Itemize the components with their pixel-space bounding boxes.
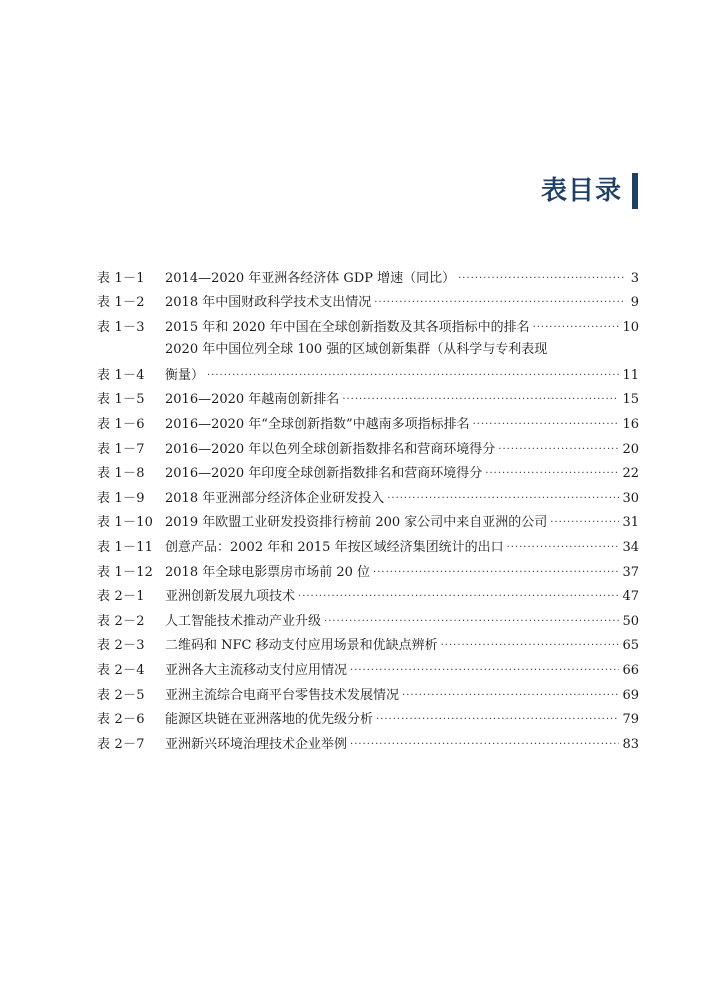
toc-entry-page: 22 [622, 466, 639, 482]
dot-leader [387, 491, 619, 507]
dot-leader [373, 565, 619, 581]
toc-entry-page: 50 [622, 613, 639, 629]
toc-entry-page: 65 [622, 638, 639, 654]
toc-entry-number: 表 1－9 [97, 490, 145, 506]
toc-entry-body [165, 515, 639, 531]
toc-entry-body [165, 614, 639, 630]
toc-entry-body [165, 491, 639, 507]
toc-entry-page: 9 [630, 295, 639, 311]
toc-entry-page: 66 [622, 662, 639, 678]
dot-leader [485, 466, 619, 482]
toc-entry-body [165, 565, 639, 581]
toc-entry[interactable] [97, 605, 639, 630]
toc-entry-number: 表 1－10 [97, 515, 154, 531]
toc-entry-title: 亚洲各大主流移动支付应用情况 [165, 662, 348, 678]
toc-entry-title: 2018 年中国财政科学技术支出情况 [165, 295, 372, 311]
toc-entry-title: 2018 年全球电影票房市场前 20 位 [165, 564, 371, 580]
toc-entry-number: 表 2－7 [97, 736, 145, 752]
dot-leader [550, 515, 619, 531]
dot-leader [350, 737, 619, 753]
toc-entry-body [165, 688, 639, 704]
dot-leader [324, 614, 619, 630]
toc-entry-number: 表 1－3 [97, 319, 145, 335]
toc-entry-title: 2020 年中国位列全球 100 强的区域创新集群（从科学与专利表现 [165, 341, 548, 357]
toc-entry-number: 表 2－2 [97, 613, 145, 629]
toc-entry-title: 衡量） [165, 367, 205, 383]
toc-entry-title: 创意产品：2002 年和 2015 年按区域经济集团统计的出口 [165, 539, 504, 555]
toc-entry[interactable] [97, 654, 639, 679]
toc-entry-number: 表 1－7 [97, 441, 145, 457]
title-accent-bar [632, 173, 638, 209]
dot-leader [207, 368, 619, 384]
page-title: 表目录 [540, 176, 622, 206]
dot-leader [498, 442, 619, 458]
toc-entry-number: 表 2－6 [97, 712, 145, 728]
table-of-tables [97, 262, 639, 753]
toc-entry-title: 亚洲创新发展九项技术 [165, 589, 296, 605]
toc-entry-page: 30 [622, 490, 639, 506]
toc-entry-body [165, 638, 639, 654]
dot-leader [533, 320, 620, 336]
toc-entry[interactable] [97, 433, 639, 458]
toc-entry[interactable] [97, 556, 639, 581]
toc-entry-title: 2015 年和 2020 年中国在全球创新指数及其各项指标中的排名 [165, 319, 530, 335]
toc-entry[interactable] [97, 581, 639, 606]
toc-entry-title: 2018 年亚洲部分经济体企业研发投入 [165, 490, 385, 506]
toc-entry-number: 表 2－5 [97, 687, 145, 703]
toc-entry-page: 47 [622, 589, 639, 605]
dot-leader [458, 271, 626, 287]
toc-entry-number: 表 1－2 [97, 295, 145, 311]
dot-leader [473, 417, 620, 433]
toc-entry[interactable] [97, 482, 639, 507]
toc-entry-body [165, 336, 639, 384]
toc-entry-number: 表 1－6 [97, 416, 145, 432]
toc-entry-number: 表 1－4 [97, 367, 145, 383]
toc-entry-number: 表 1－1 [97, 270, 145, 286]
toc-entry-body [165, 271, 639, 287]
toc-entry-body [165, 737, 639, 753]
dot-leader [441, 638, 620, 654]
toc-entry-number: 表 1－8 [97, 466, 145, 482]
toc-entry-body [165, 417, 639, 433]
toc-entry[interactable] [97, 507, 639, 532]
toc-entry[interactable] [97, 679, 639, 704]
toc-entry-page: 16 [622, 416, 639, 432]
toc-entry[interactable] [97, 287, 639, 312]
dot-leader [350, 663, 619, 679]
toc-entry-number: 表 2－4 [97, 662, 145, 678]
toc-entry-page: 11 [622, 367, 639, 383]
toc-entry-body [165, 663, 639, 679]
toc-entry[interactable] [97, 384, 639, 409]
toc-entry-title: 2019 年欧盟工业研发投资排行榜前 200 家公司中来自亚洲的公司 [165, 515, 548, 531]
toc-entry-title: 人工智能技术推动产业升级 [165, 613, 322, 629]
toc-entry[interactable] [97, 531, 639, 556]
toc-entry-number: 表 1－11 [97, 539, 154, 555]
toc-entry-title: 2016—2020 年以色列全球创新指数排名和营商环境得分 [165, 441, 496, 457]
toc-entry-page: 15 [622, 392, 639, 408]
toc-entry-body [165, 466, 639, 482]
toc-entry-page: 31 [622, 515, 639, 531]
dot-leader [374, 295, 626, 311]
toc-entry-number: 表 2－1 [97, 589, 145, 605]
toc-entry-title: 亚洲新兴环境治理技术企业举例 [165, 736, 348, 752]
toc-entry-title: 亚洲主流综合电商平台零售技术发展情况 [165, 687, 400, 703]
toc-entry-body [165, 712, 639, 728]
toc-entry[interactable] [97, 458, 639, 483]
toc-entry-page: 10 [622, 319, 639, 335]
toc-entry[interactable] [97, 630, 639, 655]
toc-entry-page: 37 [622, 564, 639, 580]
toc-entry-title: 2014—2020 年亚洲各经济体 GDP 增速（同比） [165, 270, 456, 286]
toc-entry-page: 69 [622, 687, 639, 703]
toc-entry[interactable] [97, 262, 639, 287]
dot-leader [298, 589, 619, 605]
toc-entry[interactable] [97, 408, 639, 433]
toc-entry-page: 83 [622, 736, 639, 752]
dot-leader [402, 688, 619, 704]
toc-entry-title: 能源区块链在亚洲落地的优先级分析 [165, 712, 374, 728]
dot-leader [342, 392, 619, 408]
toc-entry-page: 20 [622, 441, 639, 457]
toc-entry-page: 34 [622, 539, 639, 555]
toc-entry-number: 表 2－3 [97, 638, 145, 654]
toc-entry-title: 2016—2020 年越南创新排名 [165, 392, 340, 408]
page-title-block [541, 172, 638, 210]
toc-entry-page: 79 [622, 712, 639, 728]
toc-entry-title: 2016—2020 年“全球创新指数”中越南多项指标排名 [165, 416, 470, 432]
toc-entry-title: 2016—2020 年印度全球创新指数排名和营商环境得分 [165, 466, 483, 482]
dot-leader [507, 540, 620, 556]
toc-entry-body [165, 540, 639, 556]
toc-entry[interactable] [97, 704, 639, 729]
toc-entry-page: 3 [630, 270, 639, 286]
toc-entry-number: 表 1－5 [97, 392, 145, 408]
toc-entry[interactable] [97, 311, 639, 336]
dot-leader [376, 712, 619, 728]
toc-entry-number: 表 1－12 [97, 564, 154, 580]
toc-entry[interactable] [97, 728, 639, 753]
toc-entry-body [165, 320, 639, 336]
toc-entry-body [165, 442, 639, 458]
toc-entry-body [165, 392, 639, 408]
toc-entry-body [165, 589, 639, 605]
toc-entry-body [165, 295, 639, 311]
toc-entry[interactable] [97, 336, 639, 384]
toc-entry-title: 二维码和 NFC 移动支付应用场景和优缺点辨析 [165, 638, 438, 654]
